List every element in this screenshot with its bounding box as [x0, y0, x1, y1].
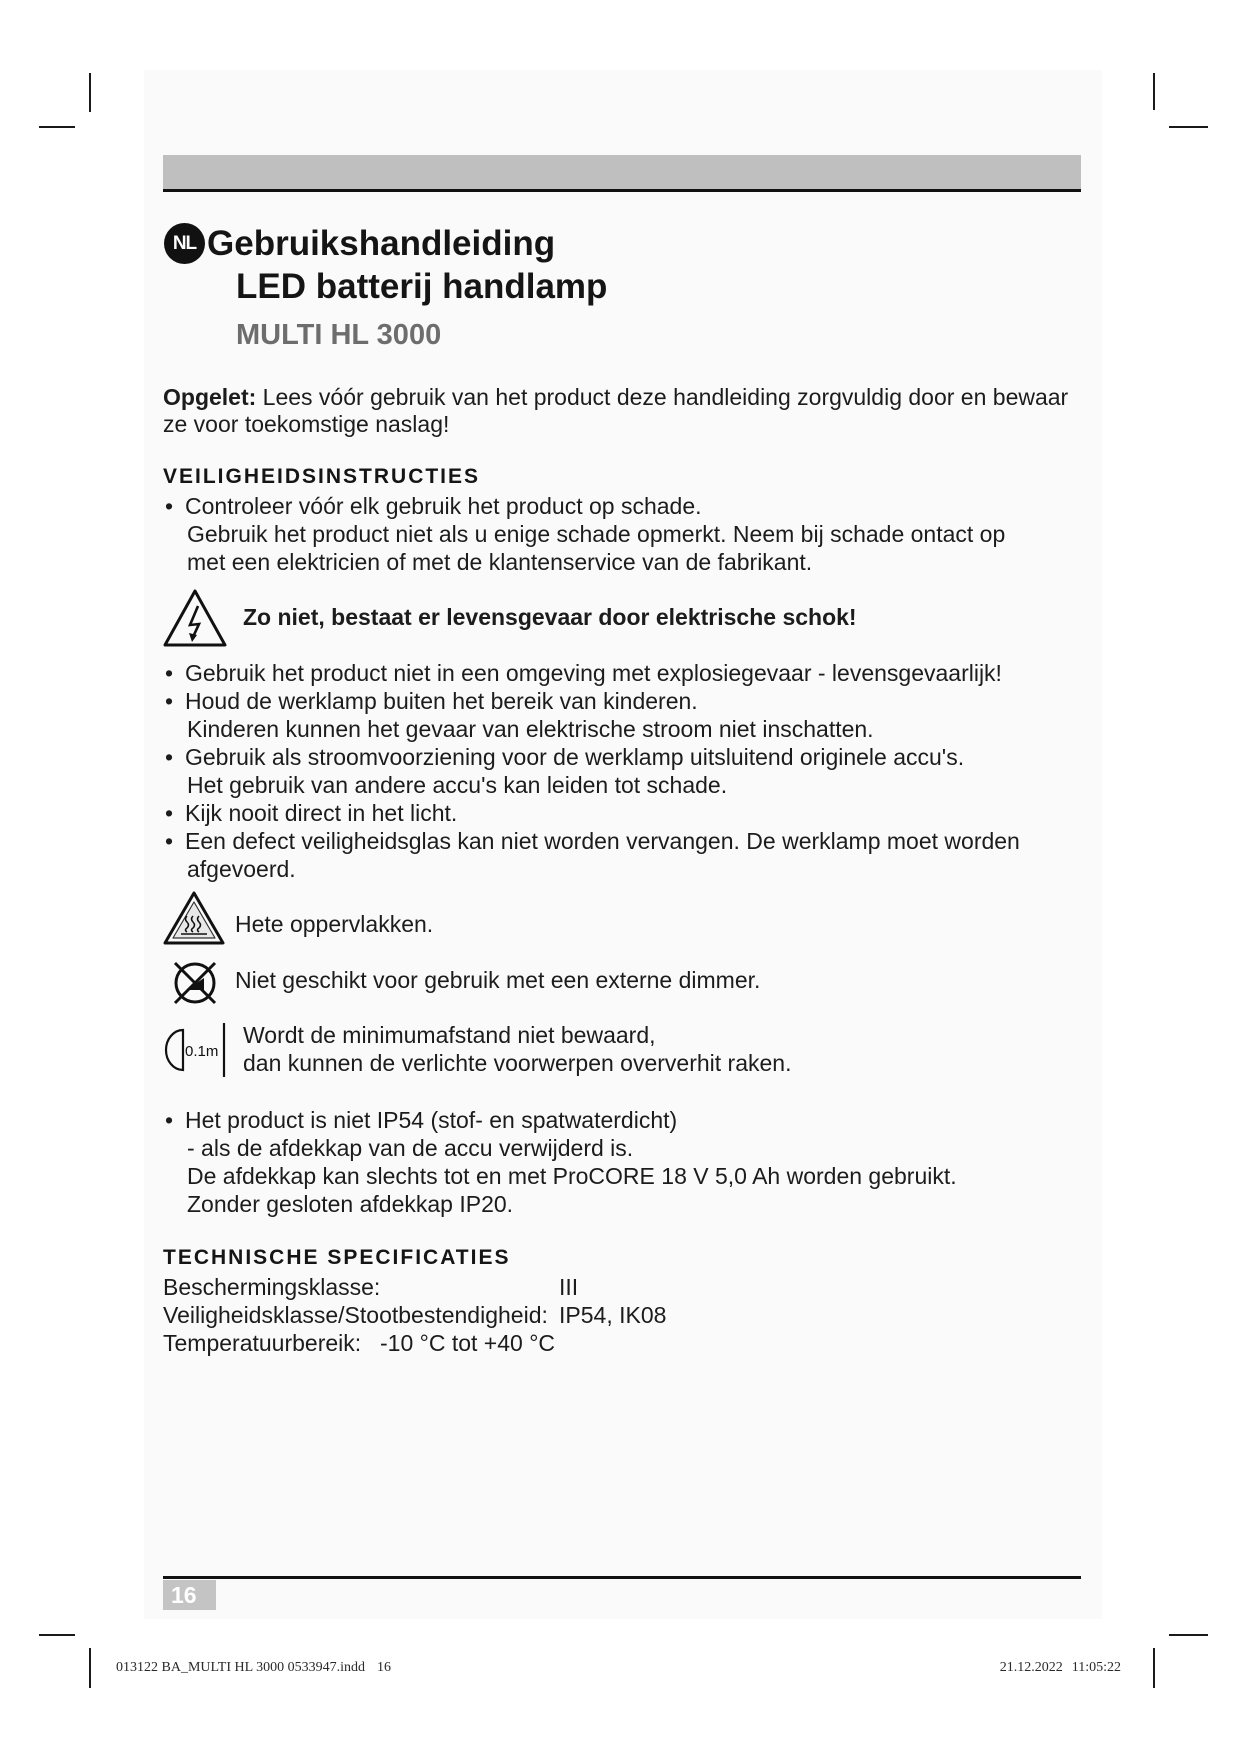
bullet: •	[165, 660, 174, 686]
bullet: •	[165, 1107, 174, 1133]
list-item	[163, 1106, 957, 1218]
list-item-line: Zonder gesloten afdekkap IP20.	[187, 1191, 514, 1217]
list-item-line: Controleer vóór elk gebruik het product op schade.	[185, 493, 702, 519]
bullet: •	[165, 800, 174, 826]
electric-shock-warning-icon	[162, 588, 228, 648]
language-badge: NL	[164, 223, 205, 264]
shock-warning-text: Zo niet, bestaat er levensgevaar door elektrische schok!	[243, 604, 857, 630]
safety-heading: VEILIGHEIDSINSTRUCTIES	[163, 465, 481, 488]
model-name: MULTI HL 3000	[236, 319, 442, 351]
spec-label: Beschermingsklasse:	[163, 1274, 381, 1300]
hot-surface-icon	[162, 890, 226, 947]
footer-rule	[163, 1576, 1081, 1579]
list-item	[163, 799, 1020, 827]
specs-heading: TECHNISCHE SPECIFICATIES	[163, 1246, 511, 1269]
list-item	[163, 687, 1020, 743]
page-number: 16	[163, 1580, 216, 1610]
crop-mark-top-right-horizontal	[1169, 126, 1208, 128]
bullet: •	[165, 828, 174, 854]
bullet: •	[165, 744, 174, 770]
slug-filename: 013122 BA_MULTI HL 3000 0533947.indd	[116, 1660, 366, 1675]
distance-text-line-2: dan kunnen de verlichte voorwerpen oververhit raken.	[243, 1050, 792, 1076]
notice-label: Opgelet:	[163, 384, 257, 410]
spec-label: Temperatuurbereik:	[163, 1330, 362, 1356]
crop-mark-bottom-left-horizontal	[39, 1634, 75, 1636]
crop-mark-top-left-vertical	[89, 73, 91, 112]
print-slug-file	[116, 1659, 391, 1677]
crop-mark-top-right-vertical	[1153, 73, 1155, 110]
list-item-line: Gebruik het product niet als u enige schade opmerkt. Neem bij schade ontact op	[187, 521, 1006, 547]
spec-value: IP54, IK08	[559, 1302, 667, 1328]
manual-title: Gebruikshandleiding	[207, 224, 556, 263]
ip-list	[163, 1106, 957, 1218]
list-item	[163, 827, 1020, 883]
list-item-line: De afdekkap kan slechts tot en met ProCORE 18 V 5,0 Ah worden gebruikt.	[187, 1163, 957, 1189]
list-item	[163, 659, 1020, 687]
minimum-distance-icon	[161, 1021, 229, 1079]
spec-label: Veiligheidsklasse/Stootbestendigheid:	[163, 1302, 548, 1328]
bullet: •	[165, 688, 174, 714]
list-item-line: - als de afdekkap van de accu verwijderd is.	[187, 1135, 634, 1161]
spec-row	[163, 1329, 863, 1357]
crop-mark-bottom-left-vertical	[89, 1648, 91, 1688]
crop-mark-bottom-right-horizontal	[1169, 1634, 1208, 1636]
distance-text-line-1: Wordt de minimumafstand niet bewaard,	[243, 1022, 656, 1048]
check-list	[163, 492, 1005, 576]
notice-line-2: ze voor toekomstige naslag!	[163, 411, 450, 437]
spec-row	[163, 1301, 863, 1329]
list-item-line: Gebruik als stroomvoorziening voor de werklamp uitsluitend originele accu's.	[185, 744, 965, 770]
list-item-line: Houd de werklamp buiten het bereik van kinderen.	[185, 688, 698, 714]
spec-value: -10 °C tot +40 °C	[380, 1330, 556, 1356]
slug-page: 16	[377, 1660, 392, 1675]
list-item-line: Het product is niet IP54 (stof- en spatwaterdicht)	[185, 1107, 678, 1133]
crop-mark-bottom-right-vertical	[1153, 1648, 1155, 1688]
hot-surface-text: Hete oppervlakken.	[235, 911, 434, 937]
crop-mark-top-left-horizontal	[39, 126, 75, 128]
spec-row	[163, 1273, 863, 1301]
list-item-line: Het gebruik van andere accu's kan leiden tot schade.	[187, 772, 728, 798]
list-item	[163, 743, 1020, 799]
list-item-line: afgevoerd.	[187, 856, 296, 882]
list-item-line: met een elektricien of met de klantenservice van de fabrikant.	[187, 549, 813, 575]
list-item-line: Een defect veiligheidsglas kan niet worden vervangen. De werklamp moet worden	[185, 828, 1020, 854]
slug-date: 21.12.2022	[999, 1660, 1063, 1675]
safety-list	[163, 659, 1020, 883]
notice-line-1	[163, 383, 1068, 411]
list-item-line: Gebruik het product niet in een omgeving met explosiegevaar - levensgevaarlijk!	[185, 660, 1002, 686]
notice-text: Lees vóór gebruik van het product deze handleiding zorgvuldig door en bewaar	[262, 384, 1069, 410]
list-item	[163, 492, 1005, 576]
specs-table	[163, 1273, 863, 1357]
list-item-line: Kijk nooit direct in het licht.	[185, 800, 458, 826]
product-name: LED batterij handlamp	[236, 267, 608, 306]
bullet: •	[165, 493, 174, 519]
spec-value: III	[559, 1274, 579, 1300]
no-dimmer-text: Niet geschikt voor gebruik met een externe dimmer.	[235, 967, 761, 993]
header-bar	[163, 155, 1081, 192]
slug-time: 11:05:22	[1071, 1660, 1121, 1675]
list-item-line: Kinderen kunnen het gevaar van elektrische stroom niet inschatten.	[187, 716, 874, 742]
print-slug-timestamp	[1000, 1659, 1121, 1677]
no-dimmer-icon	[169, 957, 221, 1009]
distance-icon-label: 0.1m	[185, 1043, 219, 1060]
